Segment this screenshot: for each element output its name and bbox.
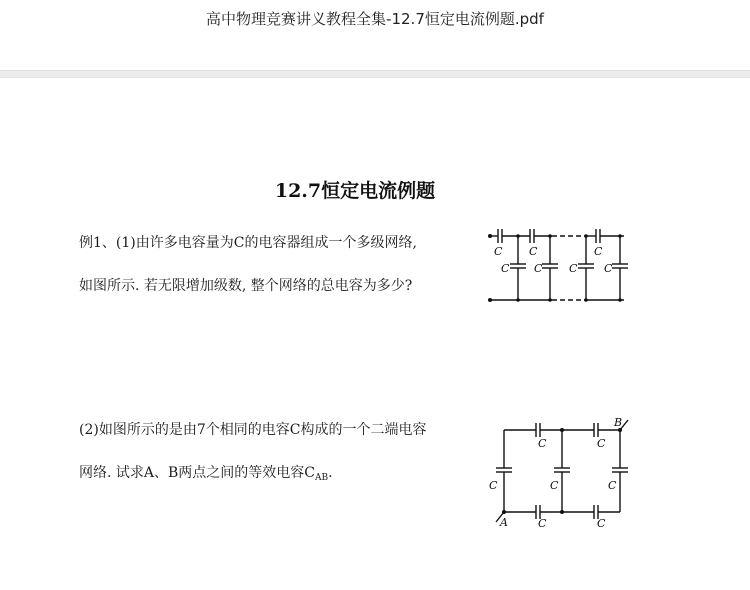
title-bar xyxy=(0,0,750,70)
fig2-label-c: C xyxy=(608,479,617,492)
example1-line1: 例1、(1)由许多电容量为C的电容器组成一个多级网络, xyxy=(79,235,417,251)
example2-line2-text: 网络. 试求A、B两点之间的等效电容C xyxy=(79,465,316,481)
fig1-label-c: C xyxy=(494,245,503,258)
fig1-label-c: C xyxy=(529,245,538,258)
example1-line2: 如图所示. 若无限增加级数, 整个网络的总电容为多少? xyxy=(79,278,413,294)
fig2-label-c: C xyxy=(538,517,547,528)
fig2-label-c: C xyxy=(489,479,498,492)
page-heading: 12.7恒定电流例题 xyxy=(274,180,436,202)
toolbar-divider xyxy=(0,70,750,78)
figure2-bridge-circuit xyxy=(486,416,636,528)
fig1-label-c: C xyxy=(534,262,543,275)
pdf-page xyxy=(0,78,750,590)
fig1-label-c: C xyxy=(501,262,510,275)
fig2-label-c: C xyxy=(597,437,606,450)
fig1-label-c: C xyxy=(594,245,603,258)
document-title: 高中物理竞赛讲义教程全集-12.7恒定电流例题.pdf xyxy=(206,10,544,28)
example2-line2-end: . xyxy=(328,465,333,481)
example2-subscript: AB xyxy=(315,473,329,483)
fig2-label-c: C xyxy=(597,517,606,528)
example2-line2 xyxy=(79,462,333,483)
fig2-point-a: A xyxy=(500,516,508,528)
fig2-label-c: C xyxy=(538,437,547,450)
fig2-label-c: C xyxy=(550,479,559,492)
figure1-ladder-circuit xyxy=(484,226,634,304)
fig1-label-c: C xyxy=(604,262,613,275)
fig2-point-b: B xyxy=(614,416,623,429)
example2-line1: (2)如图所示的是由7个相同的电容C构成的一个二端电容 xyxy=(79,422,427,438)
fig1-label-c: C xyxy=(569,262,578,275)
